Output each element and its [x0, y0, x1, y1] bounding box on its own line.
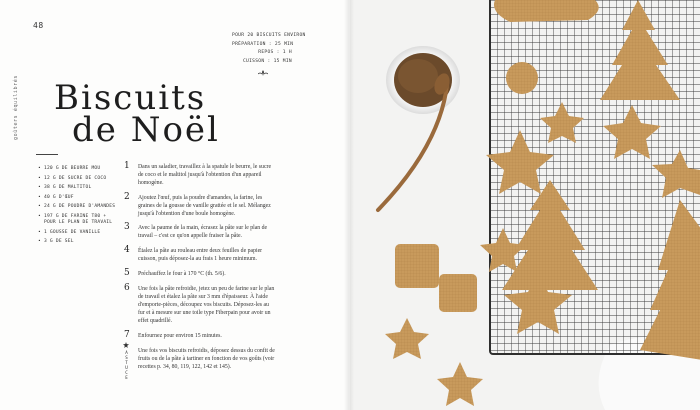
tip-item [124, 348, 276, 381]
ingredient-item: • 12 G DE SUCRE DE COCO [38, 176, 116, 183]
tip-label: ASTUCE [125, 350, 128, 381]
title-divider [36, 154, 58, 155]
step-number: 2 [124, 191, 130, 202]
page-number: 48 [33, 21, 44, 30]
title-line-1: Biscuits [54, 78, 207, 118]
info-cooking: CUISSON : 15 MIN [242, 59, 292, 65]
square-cookie [439, 274, 477, 312]
step-item [124, 329, 276, 341]
ingredient-list [38, 166, 116, 249]
ingredient-item: • 197 G DE FARINE T80 + POUR LE PLAN DE TRAVAIL [38, 214, 116, 227]
cookies-photo [350, 0, 700, 410]
ingredient-item: • 24 G DE POUDRE D'AMANDES [38, 204, 116, 211]
ingredient-item: • 38 G DE MALTITOL [38, 185, 116, 192]
step-number: 3 [124, 222, 130, 233]
info-servings: POUR 20 BISCUITS ENVIRON [232, 33, 306, 38]
step-number: 7 [124, 329, 130, 340]
info-rest: REPOS : 1 H [258, 50, 292, 56]
step-text: Une fois la pâte refroidie, jetez un peu de farine sur le plan de travail et étalez la pâte sur 3 mm d'épaisseur. À l'aide d'emporte-pièces, découpez vos biscuits. Déposez-les au fur et à mesure sur une toile type Fiberpain pour avoir un effet quadrillé. [138, 285, 275, 324]
recipe-title [54, 78, 220, 150]
round-cookie [506, 62, 538, 94]
step-item [124, 282, 276, 326]
step-item [124, 191, 276, 219]
side-section-label: goûters équilibrés [13, 75, 19, 140]
step-text: Avec la paume de la main, écrasez la pâte sur le plan de travail – c'est ce qu'on appelle fraiser la pâte. [138, 225, 268, 240]
title-line-2: de Noël [72, 110, 220, 150]
step-text: Préchauffez le four à 170 °C (th. 5/6). [138, 271, 226, 278]
step-number: 6 [124, 282, 130, 293]
recipe-info [232, 32, 306, 67]
info-preparation: PRÉPARATION : 25 MIN [232, 41, 294, 47]
step-text: Dans un saladier, travaillez à la spatule le beurre, le sucre de coco et le maltitol jusqu'à l'obtention d'un appareil homogène. [138, 164, 272, 186]
step-item [124, 268, 276, 279]
star-icon [123, 342, 129, 348]
step-text: Étalez la pâte au rouleau entre deux feuilles de papier cuisson, puis déposez-la au frais 1 heure minimum. [138, 248, 263, 263]
ingredient-item: • 40 G D'ŒUF [38, 195, 116, 202]
step-number: 4 [124, 245, 130, 256]
step-text: Enfournez pour environ 15 minutes. [138, 332, 222, 339]
right-page-photo [350, 0, 700, 410]
step-text: Ajoutez l'œuf, puis la poudre d'amandes, la farine, les graines de la gousse de vanille grattée et le sel. Mélangez jusqu'à l'obtention d'une boule homogène. [138, 194, 271, 217]
step-item [124, 222, 276, 241]
step-number: 5 [124, 268, 130, 279]
ingredient-item: • 3 G DE SEL [38, 239, 116, 246]
tree-cookie-top [494, 0, 599, 22]
step-item [124, 245, 276, 264]
chef-hat-icon [258, 70, 268, 76]
step-number: 1 [124, 161, 130, 171]
book-gutter [344, 0, 354, 410]
tip-text: Une fois vos biscuits refroidis, déposez dessus du confit de fruits ou de la pâte à tartiner en fonction de vos goûts (voir recettes p. 34, 80, 119, 122, 142 et 145). [138, 348, 275, 371]
step-item [124, 161, 276, 188]
square-cookie [395, 244, 439, 288]
ingredient-item: • 1 GOUSSE DE VANILLE [38, 230, 116, 237]
step-list [124, 161, 276, 381]
ingredient-item: • 120 G DE BEURRE MOU [38, 166, 116, 173]
